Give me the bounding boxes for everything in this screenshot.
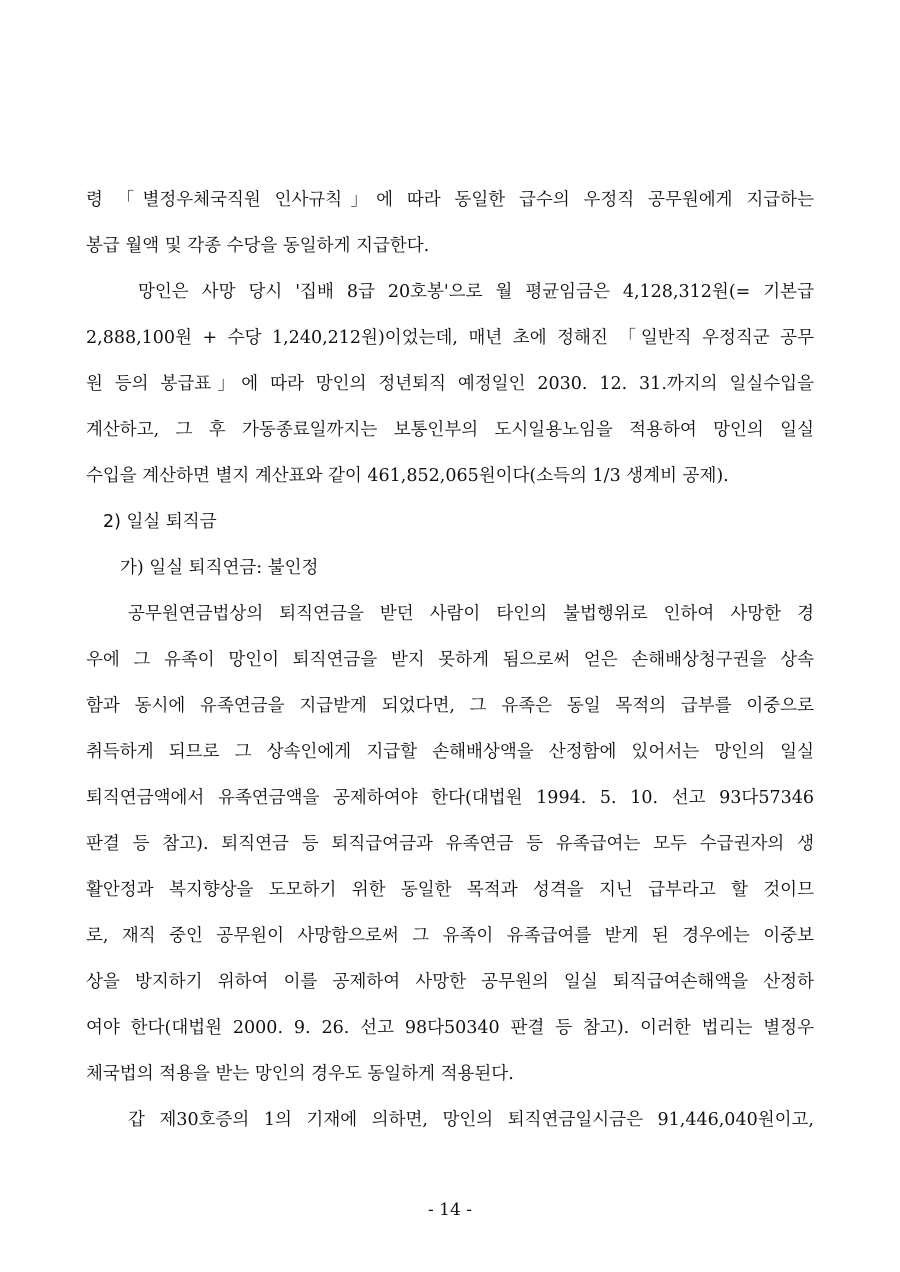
paragraph-2-line-2: 2,888,100원 + 수당 1,240,212원)이었는데, 매년 초에 정해진 「일반직 우정직군 공무 — [86, 328, 814, 348]
paragraph-2-line-4: 계산하고, 그 후 가동종료일까지는 보통인부의 도시일용노임을 적용하여 망인의 일실 — [86, 420, 814, 440]
subsection-heading: 가) 일실 퇴직연금: 불인정 — [120, 558, 319, 578]
paragraph-2-line-3: 원 등의 봉급표」에 따라 망인의 정년퇴직 예정일인 2030. 12. 31.까지의 일실수입을 — [86, 374, 814, 394]
paragraph-2-line-1: 망인은 사망 당시 '집배 8급 20호봉'으로 월 평균임금은 4,128,312원(= 기본급 — [138, 282, 814, 302]
paragraph-3-line-2: 우에 그 유족이 망인이 퇴직연금을 받지 못하게 됨으로써 얻은 손해배상청구권을 상속 — [86, 650, 814, 670]
page-number: - 14 - — [428, 1200, 472, 1220]
paragraph-3-line-11: 체국법의 적용을 받는 망인의 경우도 동일하게 적용된다. — [86, 1064, 514, 1084]
paragraph-1-line-1: 령 「별정우체국직원 인사규칙」에 따라 동일한 급수의 우정직 공무원에게 지급하는 — [86, 190, 814, 210]
paragraph-3-line-4: 취득하게 되므로 그 상속인에게 지급할 손해배상액을 산정함에 있어서는 망인의 일실 — [86, 742, 814, 762]
paragraph-3-line-10: 여야 한다(대법원 2000. 9. 26. 선고 98다50340 판결 등 참고). 이러한 법리는 별정우 — [86, 1018, 814, 1038]
paragraph-3-line-5: 퇴직연금액에서 유족연금액을 공제하여야 한다(대법원 1994. 5. 10. 선고 93다57346 — [86, 788, 814, 808]
paragraph-3-line-1: 공무원연금법상의 퇴직연금을 받던 사람이 타인의 불법행위로 인하여 사망한 경 — [128, 604, 814, 624]
paragraph-4-line-1: 갑 제30호증의 1의 기재에 의하면, 망인의 퇴직연금일시금은 91,446,040원이고, — [128, 1110, 814, 1130]
paragraph-3-line-7: 활안정과 복지향상을 도모하기 위한 동일한 목적과 성격을 지닌 급부라고 할 것이므 — [86, 880, 814, 900]
paragraph-2-line-5: 수입을 계산하면 별지 계산표와 같이 461,852,065원이다(소득의 1/3 생계비 공제). — [86, 466, 729, 486]
paragraph-3-line-3: 함과 동시에 유족연금을 지급받게 되었다면, 그 유족은 동일 목적의 급부를 이중으로 — [86, 696, 814, 716]
paragraph-3-line-8: 로, 재직 중인 공무원이 사망함으로써 그 유족이 유족급여를 받게 된 경우에는 이중보 — [86, 926, 814, 946]
paragraph-3-line-9: 상을 방지하기 위하여 이를 공제하여 사망한 공무원의 일실 퇴직급여손해액을 산정하 — [86, 972, 814, 992]
paragraph-3-line-6: 판결 등 참고). 퇴직연금 등 퇴직급여금과 유족연금 등 유족급여는 모두 수급권자의 생 — [86, 834, 814, 854]
paragraph-1-line-2: 봉급 월액 및 각종 수당을 동일하게 지급한다. — [86, 236, 430, 256]
section-heading: 2) 일실 퇴직금 — [103, 512, 217, 532]
